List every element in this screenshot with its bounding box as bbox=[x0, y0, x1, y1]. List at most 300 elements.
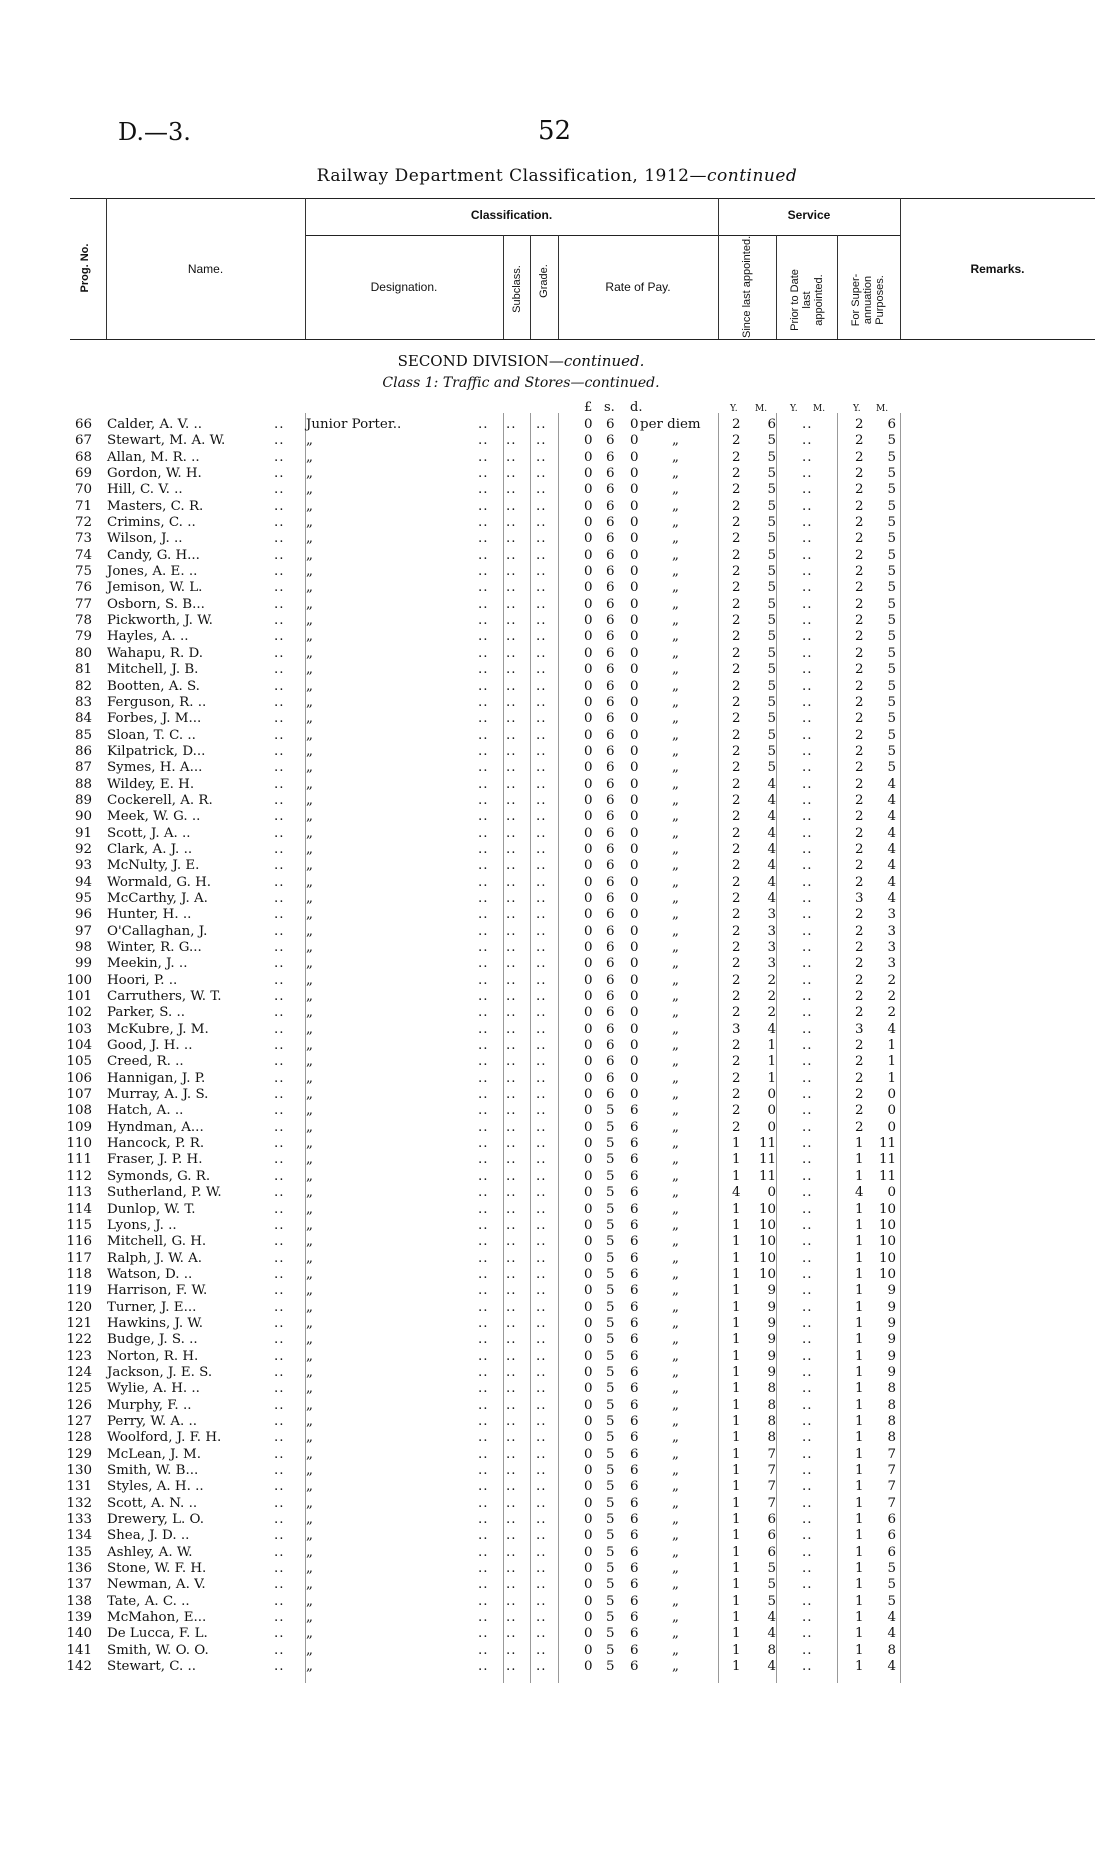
row-name-leader: .. bbox=[274, 498, 285, 514]
row-designation-leader: .. bbox=[478, 890, 489, 906]
row-super-years: 1 bbox=[855, 1201, 864, 1217]
row-prog-no: 69 bbox=[74, 466, 92, 482]
row-name-leader: .. bbox=[274, 1152, 285, 1168]
row-rate-unit: „ bbox=[672, 662, 679, 678]
row-shillings: 6 bbox=[606, 940, 615, 955]
row-subclass: .. bbox=[506, 1413, 517, 1429]
row-rate-unit: „ bbox=[672, 1283, 679, 1299]
row-pence: 0 bbox=[630, 498, 639, 514]
row-shillings: 5 bbox=[606, 1234, 615, 1250]
row-pounds: 0 bbox=[584, 907, 593, 923]
row-subclass: .. bbox=[506, 417, 517, 432]
row-designation: „ bbox=[306, 940, 313, 955]
row-designation-leader: .. bbox=[478, 678, 489, 694]
row-since-months: 5 bbox=[767, 547, 776, 563]
row-since-years: 1 bbox=[732, 1479, 741, 1495]
row-since-months: 0 bbox=[767, 1087, 776, 1103]
row-grade: .. bbox=[536, 1593, 547, 1609]
table-row bbox=[0, 1022, 1114, 1038]
row-name-leader: .. bbox=[274, 1381, 285, 1397]
row-prior: .. bbox=[802, 1103, 813, 1119]
row-super-months: 5 bbox=[887, 531, 896, 547]
row-super-years: 1 bbox=[855, 1266, 864, 1282]
row-subclass: .. bbox=[506, 940, 517, 955]
row-subclass: .. bbox=[506, 1136, 517, 1152]
row-name-leader: .. bbox=[274, 580, 285, 596]
row-designation-leader: .. bbox=[478, 1054, 489, 1070]
row-subclass: .. bbox=[506, 596, 517, 612]
row-prog-no: 89 bbox=[74, 792, 92, 808]
header-remarks: Remarks. bbox=[970, 262, 1025, 276]
header-prior-to-date bbox=[789, 250, 825, 350]
page-id: D.—3. bbox=[118, 118, 191, 146]
row-prog-no: 98 bbox=[74, 940, 92, 955]
row-name-leader: .. bbox=[274, 1397, 285, 1413]
row-prog-no: 96 bbox=[74, 907, 92, 923]
row-super-years: 2 bbox=[855, 662, 864, 678]
row-super-years: 1 bbox=[855, 1561, 864, 1577]
row-name: Sutherland, P. W. bbox=[107, 1185, 222, 1201]
table-row bbox=[0, 1202, 1114, 1218]
row-prior: .. bbox=[802, 1430, 813, 1446]
row-rate-unit: „ bbox=[672, 1593, 679, 1609]
row-since-years: 1 bbox=[732, 1201, 741, 1217]
unit-shillings: s. bbox=[604, 400, 615, 415]
row-pounds: 0 bbox=[584, 809, 593, 825]
row-pounds: 0 bbox=[584, 825, 593, 841]
row-name: Perry, W. A. .. bbox=[107, 1413, 198, 1429]
row-grade: .. bbox=[536, 1463, 547, 1478]
row-prior: .. bbox=[802, 923, 813, 939]
row-grade: .. bbox=[536, 1054, 547, 1070]
row-super-years: 2 bbox=[855, 760, 864, 776]
row-subclass: .. bbox=[506, 776, 517, 792]
row-pence: 6 bbox=[630, 1495, 639, 1511]
row-subclass: .. bbox=[506, 1234, 517, 1250]
row-pence: 6 bbox=[630, 1136, 639, 1152]
row-since-months: 5 bbox=[767, 596, 776, 612]
row-rate-unit: „ bbox=[672, 515, 679, 531]
row-name-leader: .. bbox=[274, 858, 285, 874]
row-shillings: 6 bbox=[606, 1005, 615, 1021]
row-grade: .. bbox=[536, 1315, 547, 1331]
row-designation-leader: .. bbox=[478, 580, 489, 596]
row-grade: .. bbox=[536, 547, 547, 563]
row-designation-leader: .. bbox=[478, 1005, 489, 1021]
row-since-months: 9 bbox=[767, 1348, 776, 1364]
row-since-months: 4 bbox=[767, 890, 776, 906]
row-super-months: 5 bbox=[887, 449, 896, 465]
row-pence: 0 bbox=[630, 466, 639, 482]
row-super-months: 5 bbox=[887, 613, 896, 629]
row-name: Hoori, P. .. bbox=[107, 972, 178, 988]
row-since-years: 1 bbox=[732, 1593, 741, 1609]
table-row bbox=[0, 1169, 1114, 1185]
row-name: Murphy, F. .. bbox=[107, 1397, 192, 1413]
table-row bbox=[0, 466, 1114, 482]
row-super-years: 2 bbox=[855, 956, 864, 972]
row-super-months: 5 bbox=[887, 498, 896, 514]
row-rate-unit: „ bbox=[672, 564, 679, 580]
row-super-months: 3 bbox=[887, 940, 896, 955]
row-super-years: 1 bbox=[855, 1364, 864, 1380]
row-prior: .. bbox=[802, 825, 813, 841]
row-rate-unit: „ bbox=[672, 1250, 679, 1266]
row-prog-no: 109 bbox=[66, 1119, 92, 1135]
row-prior: .. bbox=[802, 1005, 813, 1021]
table-row bbox=[0, 744, 1114, 760]
row-since-months: 8 bbox=[767, 1430, 776, 1446]
prior-line-3: appointed. bbox=[813, 274, 825, 326]
table-row bbox=[0, 1349, 1114, 1365]
row-since-years: 1 bbox=[732, 1315, 741, 1331]
row-name-leader: .. bbox=[274, 907, 285, 923]
row-shillings: 5 bbox=[606, 1593, 615, 1609]
row-name: Woolford, J. F. H. bbox=[107, 1430, 222, 1446]
row-since-years: 2 bbox=[732, 743, 741, 759]
row-rate-unit: „ bbox=[672, 858, 679, 874]
row-pence: 6 bbox=[630, 1381, 639, 1397]
row-since-months: 6 bbox=[767, 1544, 776, 1560]
row-subclass: .. bbox=[506, 1185, 517, 1201]
row-subclass: .. bbox=[506, 923, 517, 939]
row-name: Creed, R. .. bbox=[107, 1054, 184, 1070]
row-shillings: 6 bbox=[606, 956, 615, 972]
row-prior: .. bbox=[802, 1217, 813, 1233]
row-shillings: 5 bbox=[606, 1659, 615, 1675]
row-super-years: 1 bbox=[855, 1463, 864, 1478]
row-designation-leader: .. bbox=[478, 907, 489, 923]
row-since-months: 9 bbox=[767, 1332, 776, 1348]
division-continued: continued. bbox=[563, 352, 645, 370]
row-prog-no: 115 bbox=[66, 1217, 92, 1233]
row-designation-leader: .. bbox=[478, 1234, 489, 1250]
row-pence: 0 bbox=[630, 433, 639, 449]
row-grade: .. bbox=[536, 972, 547, 988]
row-since-years: 2 bbox=[732, 989, 741, 1005]
header-designation: Designation. bbox=[370, 280, 438, 294]
header-divider-4 bbox=[530, 235, 531, 339]
row-designation-leader: .. bbox=[478, 874, 489, 890]
table-row bbox=[0, 891, 1114, 907]
row-since-months: 5 bbox=[767, 645, 776, 661]
row-rate-unit: „ bbox=[672, 1381, 679, 1397]
row-shillings: 6 bbox=[606, 923, 615, 939]
row-rate-unit: „ bbox=[672, 1168, 679, 1184]
row-designation: „ bbox=[306, 1381, 313, 1397]
row-super-months: 5 bbox=[887, 433, 896, 449]
row-designation-leader: .. bbox=[478, 1528, 489, 1544]
table-row bbox=[0, 1071, 1114, 1087]
row-subclass: .. bbox=[506, 678, 517, 694]
row-grade: .. bbox=[536, 776, 547, 792]
row-rate-unit: „ bbox=[672, 1038, 679, 1054]
row-designation: „ bbox=[306, 776, 313, 792]
row-prog-no: 116 bbox=[66, 1234, 92, 1250]
row-designation: „ bbox=[306, 1544, 313, 1560]
row-name-leader: .. bbox=[274, 564, 285, 580]
row-name: McMahon, E... bbox=[107, 1610, 207, 1626]
row-super-years: 1 bbox=[855, 1577, 864, 1593]
row-super-years: 1 bbox=[855, 1397, 864, 1413]
row-name-leader: .. bbox=[274, 1021, 285, 1037]
row-subclass: .. bbox=[506, 1659, 517, 1675]
row-super-months: 1 bbox=[887, 1054, 896, 1070]
row-name-leader: .. bbox=[274, 645, 285, 661]
row-super-years: 2 bbox=[855, 825, 864, 841]
row-grade: .. bbox=[536, 1495, 547, 1511]
row-name: O'Callaghan, J. bbox=[107, 923, 208, 939]
row-name: Stewart, M. A. W. bbox=[107, 433, 226, 449]
row-designation: „ bbox=[306, 1005, 313, 1021]
row-grade: .. bbox=[536, 1021, 547, 1037]
row-super-years: 1 bbox=[855, 1512, 864, 1528]
row-super-months: 9 bbox=[887, 1299, 896, 1315]
classification-table-body bbox=[0, 417, 1114, 1675]
row-rate-unit: „ bbox=[672, 694, 679, 710]
row-name-leader: .. bbox=[274, 1610, 285, 1626]
row-shillings: 5 bbox=[606, 1201, 615, 1217]
row-rate-unit: „ bbox=[672, 1005, 679, 1021]
row-grade: .. bbox=[536, 1299, 547, 1315]
row-prog-no: 139 bbox=[66, 1610, 92, 1626]
row-designation-leader: .. bbox=[478, 825, 489, 841]
row-shillings: 5 bbox=[606, 1185, 615, 1201]
row-since-years: 1 bbox=[732, 1659, 741, 1675]
page-number: 52 bbox=[538, 116, 572, 146]
row-designation-leader: .. bbox=[478, 547, 489, 563]
row-shillings: 5 bbox=[606, 1332, 615, 1348]
row-designation-leader: .. bbox=[478, 711, 489, 727]
row-grade: .. bbox=[536, 1005, 547, 1021]
row-prior: .. bbox=[802, 907, 813, 923]
row-prior: .. bbox=[802, 678, 813, 694]
row-grade: .. bbox=[536, 498, 547, 514]
row-since-years: 4 bbox=[732, 1185, 741, 1201]
row-since-months: 7 bbox=[767, 1495, 776, 1511]
row-pounds: 0 bbox=[584, 449, 593, 465]
row-name: Jones, A. E. .. bbox=[107, 564, 198, 580]
row-designation-leader: .. bbox=[478, 482, 489, 498]
row-super-months: 6 bbox=[887, 417, 896, 432]
row-super-months: 7 bbox=[887, 1479, 896, 1495]
row-super-years: 2 bbox=[855, 1103, 864, 1119]
row-super-years: 1 bbox=[855, 1479, 864, 1495]
row-rate-unit: „ bbox=[672, 1054, 679, 1070]
row-shillings: 6 bbox=[606, 417, 615, 432]
row-pounds: 0 bbox=[584, 1070, 593, 1086]
row-prog-no: 126 bbox=[66, 1397, 92, 1413]
row-shillings: 6 bbox=[606, 858, 615, 874]
row-subclass: .. bbox=[506, 1463, 517, 1478]
row-pence: 6 bbox=[630, 1201, 639, 1217]
row-since-months: 8 bbox=[767, 1413, 776, 1429]
row-shillings: 6 bbox=[606, 466, 615, 482]
row-super-years: 1 bbox=[855, 1168, 864, 1184]
table-row bbox=[0, 1300, 1114, 1316]
row-shillings: 6 bbox=[606, 841, 615, 857]
row-since-years: 3 bbox=[732, 1021, 741, 1037]
row-pence: 0 bbox=[630, 841, 639, 857]
row-super-months: 1 bbox=[887, 1038, 896, 1054]
table-row bbox=[0, 1120, 1114, 1136]
row-rate-unit: „ bbox=[672, 743, 679, 759]
row-grade: .. bbox=[536, 645, 547, 661]
row-prior: .. bbox=[802, 629, 813, 645]
row-since-months: 3 bbox=[767, 940, 776, 955]
row-subclass: .. bbox=[506, 1038, 517, 1054]
header-divider-8 bbox=[837, 235, 838, 339]
row-since-years: 1 bbox=[732, 1430, 741, 1446]
row-shillings: 5 bbox=[606, 1152, 615, 1168]
row-designation-leader: .. bbox=[478, 760, 489, 776]
row-designation: „ bbox=[306, 1512, 313, 1528]
row-pounds: 0 bbox=[584, 1512, 593, 1528]
row-designation: „ bbox=[306, 711, 313, 727]
row-pence: 6 bbox=[630, 1642, 639, 1658]
row-pounds: 0 bbox=[584, 498, 593, 514]
row-pence: 6 bbox=[630, 1348, 639, 1364]
row-super-years: 1 bbox=[855, 1234, 864, 1250]
row-prog-no: 128 bbox=[66, 1430, 92, 1446]
table-row bbox=[0, 646, 1114, 662]
row-rate-unit: „ bbox=[672, 1413, 679, 1429]
row-since-years: 2 bbox=[732, 498, 741, 514]
row-designation-leader: .. bbox=[478, 1479, 489, 1495]
row-since-months: 5 bbox=[767, 515, 776, 531]
row-designation-leader: .. bbox=[478, 433, 489, 449]
row-grade: .. bbox=[536, 727, 547, 743]
row-name-leader: .. bbox=[274, 1005, 285, 1021]
row-designation-leader: .. bbox=[478, 1168, 489, 1184]
row-since-years: 2 bbox=[732, 515, 741, 531]
row-name: Scott, A. N. .. bbox=[107, 1495, 198, 1511]
row-since-years: 1 bbox=[732, 1577, 741, 1593]
row-super-years: 2 bbox=[855, 776, 864, 792]
row-subclass: .. bbox=[506, 1495, 517, 1511]
row-pounds: 0 bbox=[584, 596, 593, 612]
row-rate-unit: „ bbox=[672, 776, 679, 792]
row-grade: .. bbox=[536, 1659, 547, 1675]
row-pence: 6 bbox=[630, 1561, 639, 1577]
row-since-years: 1 bbox=[732, 1544, 741, 1560]
row-pence: 0 bbox=[630, 1054, 639, 1070]
row-pounds: 0 bbox=[584, 1413, 593, 1429]
row-super-years: 2 bbox=[855, 1038, 864, 1054]
row-grade: .. bbox=[536, 743, 547, 759]
row-since-years: 2 bbox=[732, 907, 741, 923]
row-super-years: 3 bbox=[855, 890, 864, 906]
row-prior: .. bbox=[802, 1054, 813, 1070]
row-designation: „ bbox=[306, 515, 313, 531]
row-prog-no: 134 bbox=[66, 1528, 92, 1544]
row-subclass: .. bbox=[506, 1577, 517, 1593]
row-pounds: 0 bbox=[584, 1168, 593, 1184]
row-since-years: 2 bbox=[732, 662, 741, 678]
row-prog-no: 123 bbox=[66, 1348, 92, 1364]
row-designation: „ bbox=[306, 1463, 313, 1478]
row-pence: 0 bbox=[630, 989, 639, 1005]
row-pounds: 0 bbox=[584, 482, 593, 498]
row-name-leader: .. bbox=[274, 515, 285, 531]
row-pounds: 0 bbox=[584, 956, 593, 972]
row-pounds: 0 bbox=[584, 466, 593, 482]
row-shillings: 6 bbox=[606, 809, 615, 825]
row-shillings: 5 bbox=[606, 1103, 615, 1119]
row-since-years: 1 bbox=[732, 1528, 741, 1544]
row-since-months: 5 bbox=[767, 564, 776, 580]
row-since-years: 2 bbox=[732, 531, 741, 547]
row-subclass: .. bbox=[506, 1168, 517, 1184]
row-name: Budge, J. S. .. bbox=[107, 1332, 198, 1348]
row-prog-no: 117 bbox=[66, 1250, 92, 1266]
row-designation: „ bbox=[306, 907, 313, 923]
table-row bbox=[0, 1251, 1114, 1267]
row-designation: „ bbox=[306, 1070, 313, 1086]
row-designation-leader: .. bbox=[478, 662, 489, 678]
row-super-years: 2 bbox=[855, 417, 864, 432]
row-designation-leader: .. bbox=[478, 727, 489, 743]
row-name: Drewery, L. O. bbox=[107, 1512, 205, 1528]
row-designation: „ bbox=[306, 1185, 313, 1201]
row-designation-leader: .. bbox=[478, 1381, 489, 1397]
row-super-months: 4 bbox=[887, 825, 896, 841]
row-name: Meek, W. G. .. bbox=[107, 809, 201, 825]
row-prog-no: 136 bbox=[66, 1561, 92, 1577]
row-designation-leader: .. bbox=[478, 1430, 489, 1446]
row-prior: .. bbox=[802, 1038, 813, 1054]
row-designation: „ bbox=[306, 678, 313, 694]
row-super-years: 2 bbox=[855, 498, 864, 514]
row-name: Calder, A. V. .. bbox=[107, 417, 202, 432]
row-pence: 0 bbox=[630, 711, 639, 727]
row-shillings: 5 bbox=[606, 1413, 615, 1429]
row-prog-no: 74 bbox=[74, 547, 92, 563]
row-super-months: 5 bbox=[887, 743, 896, 759]
row-since-months: 4 bbox=[767, 1610, 776, 1626]
row-pence: 6 bbox=[630, 1463, 639, 1478]
unit-y3: Y. bbox=[853, 404, 861, 414]
row-grade: .. bbox=[536, 580, 547, 596]
row-pounds: 0 bbox=[584, 1430, 593, 1446]
row-super-years: 2 bbox=[855, 564, 864, 580]
row-pence: 6 bbox=[630, 1217, 639, 1233]
row-since-months: 7 bbox=[767, 1479, 776, 1495]
row-rate-unit: „ bbox=[672, 1495, 679, 1511]
row-prior: .. bbox=[802, 1626, 813, 1642]
row-name-leader: .. bbox=[274, 1561, 285, 1577]
row-grade: .. bbox=[536, 1642, 547, 1658]
row-prior: .. bbox=[802, 1201, 813, 1217]
row-pounds: 0 bbox=[584, 727, 593, 743]
row-pence: 0 bbox=[630, 940, 639, 955]
row-shillings: 6 bbox=[606, 613, 615, 629]
row-name: Bootten, A. S. bbox=[107, 678, 200, 694]
row-designation-leader: .. bbox=[478, 956, 489, 972]
row-pence: 0 bbox=[630, 1038, 639, 1054]
row-grade: .. bbox=[536, 515, 547, 531]
row-name: Symes, H. A... bbox=[107, 760, 203, 776]
row-designation-leader: .. bbox=[478, 694, 489, 710]
row-since-years: 2 bbox=[732, 629, 741, 645]
row-pounds: 0 bbox=[584, 1054, 593, 1070]
row-prior: .. bbox=[802, 1642, 813, 1658]
row-name-leader: .. bbox=[274, 1348, 285, 1364]
row-pence: 6 bbox=[630, 1446, 639, 1462]
row-pence: 6 bbox=[630, 1152, 639, 1168]
table-row bbox=[0, 1447, 1114, 1463]
row-name: Wormald, G. H. bbox=[107, 874, 212, 890]
